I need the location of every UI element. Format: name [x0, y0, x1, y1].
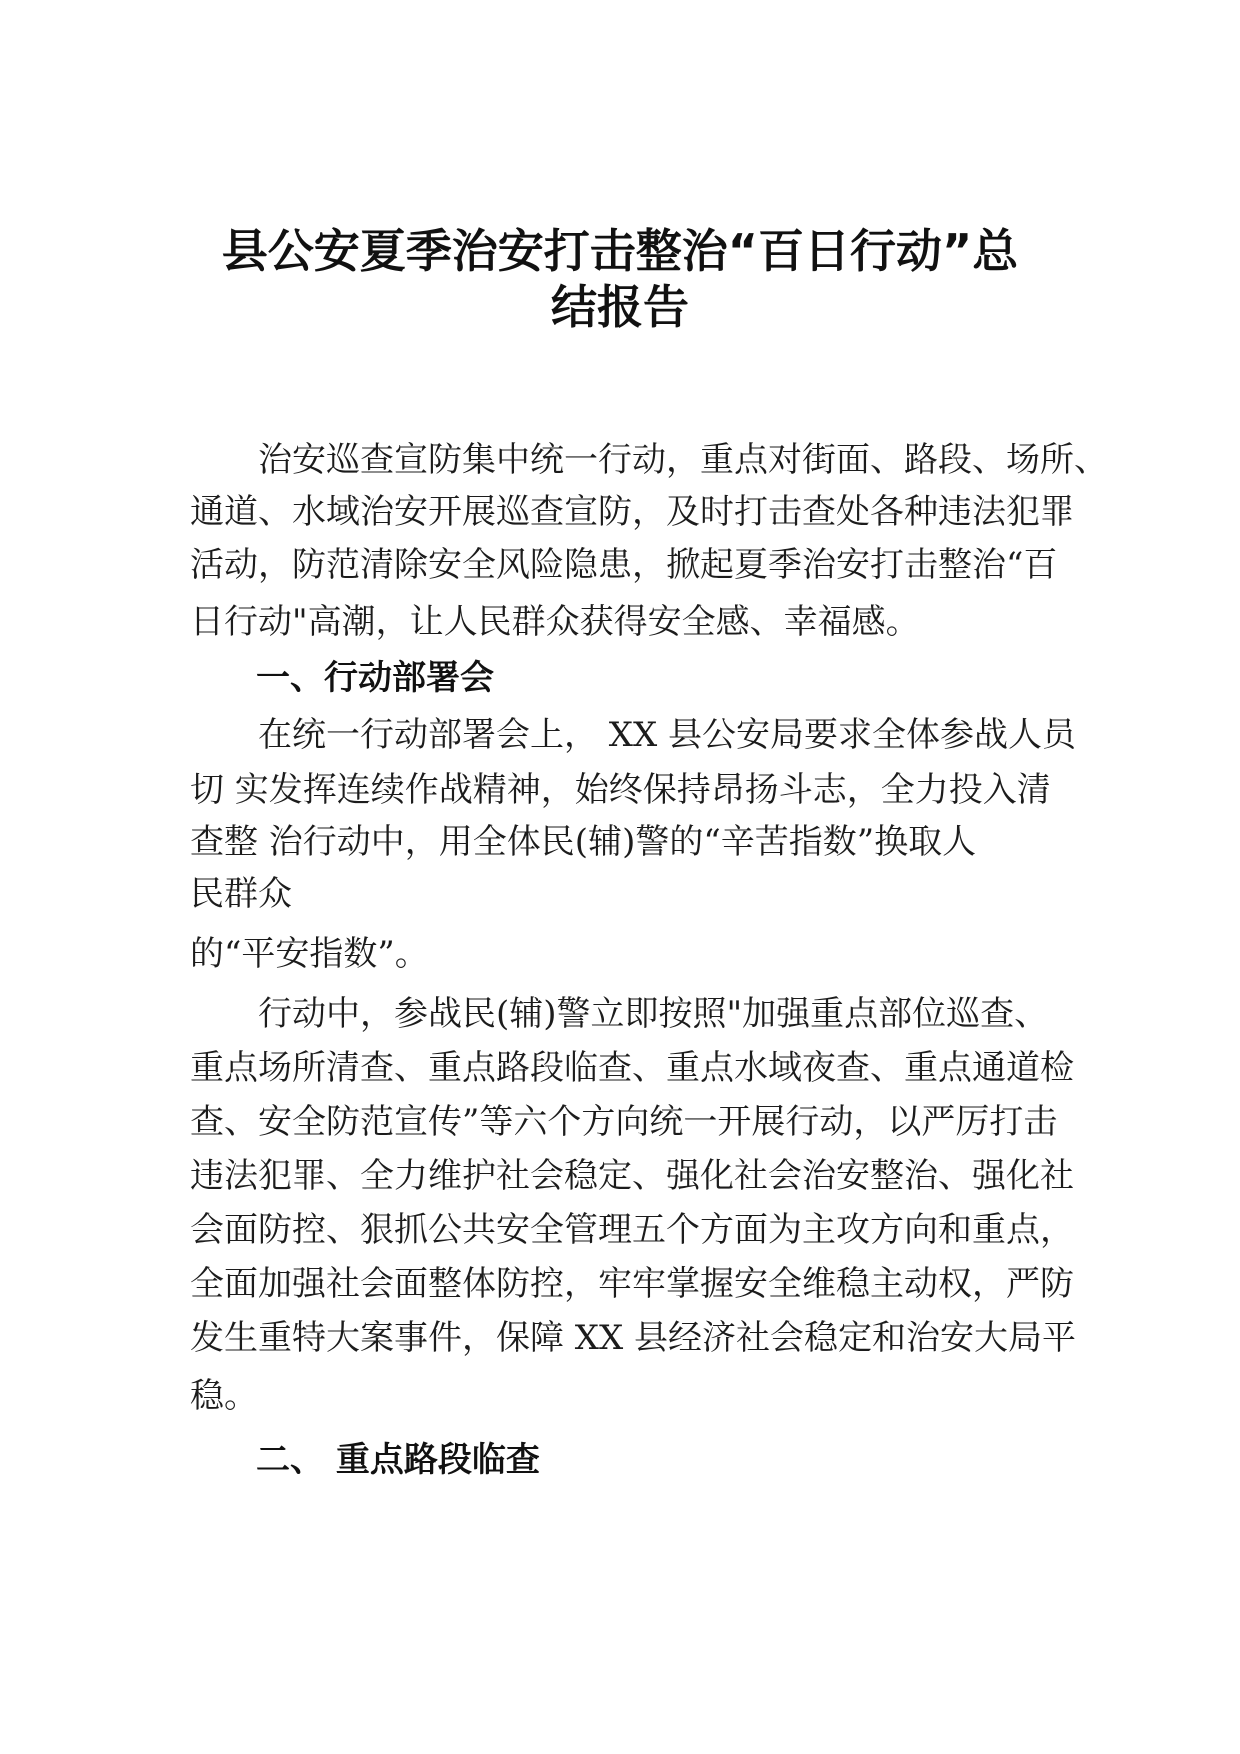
paragraph-3-line-1: 行动中，参战民(辅)警立即按照"加强重点部位巡查、 — [258, 994, 1049, 1034]
paragraph-2-line-4: 民群众 — [190, 874, 292, 914]
section-2-heading: 二、 重点路段临查 — [256, 1440, 540, 1480]
paragraph-1-line-4: 日行动"高潮，让人民群众获得安全感、幸福感。 — [190, 602, 920, 642]
paragraph-3-line-3: 查、安全防范宣传”等六个方向统一开展行动，以严厉打击 — [190, 1102, 1058, 1142]
paragraph-2-line-5: 的“平安指数”。 — [190, 934, 429, 974]
paragraph-1-line-2: 通道、水域治安开展巡查宣防，及时打击查处各种违法犯罪 — [190, 492, 1074, 532]
paragraph-3-line-8: 稳。 — [190, 1376, 258, 1416]
paragraph-3-line-2: 重点场所清查、重点路段临查、重点水域夜查、重点通道检 — [190, 1048, 1074, 1088]
paragraph-1-line-1: 治安巡查宣防集中统一行动，重点对街面、路段、场所、 — [258, 440, 1108, 480]
paragraph-2-line-3: 查整 治行动中，用全体民(辅)警的“辛苦指数”换取人 — [190, 822, 977, 862]
paragraph-1-line-3: 活动，防范清除安全风险隐患，掀起夏季治安打击整治“百 — [190, 545, 1058, 585]
document-title-line-1: 县公安夏季治安打击整治“百日行动”总 — [221, 224, 1019, 278]
paragraph-2-line-1: 在统一行动部署会上， XX 县公安局要求全体参战人员 — [258, 715, 1077, 755]
paragraph-3-line-7: 发生重特大案事件，保障 XX 县经济社会稳定和治安大局平 — [190, 1318, 1077, 1358]
paragraph-3-line-4: 违法犯罪、全力维护社会稳定、强化社会治安整治、强化社 — [190, 1156, 1074, 1196]
paragraph-3-line-6: 全面加强社会面整体防控，牢牢掌握安全维稳主动权，严防 — [190, 1264, 1074, 1304]
section-1-heading: 一、行动部署会 — [256, 658, 494, 698]
document-title-line-2: 结报告 — [551, 280, 689, 334]
paragraph-3-line-5: 会面防控、狠抓公共安全管理五个方面为主攻方向和重点， — [190, 1210, 1074, 1250]
paragraph-2-line-2: 切 实发挥连续作战精神，始终保持昂扬斗志，全力投入清 — [190, 770, 1051, 810]
